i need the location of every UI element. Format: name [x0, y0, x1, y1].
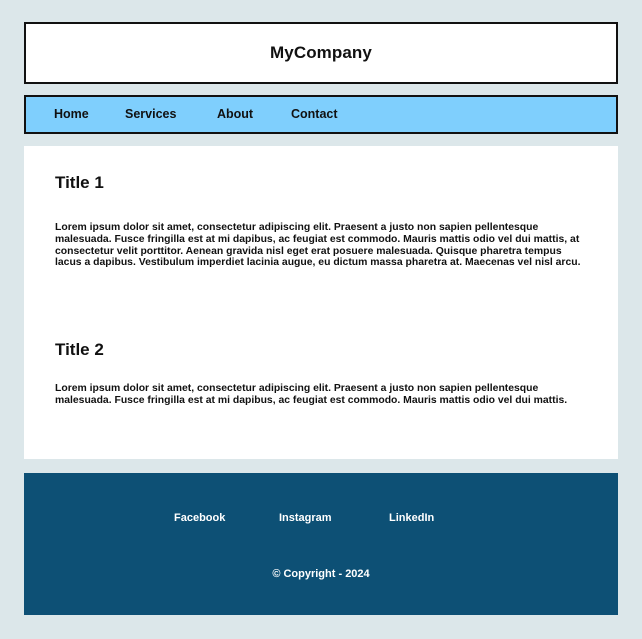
instagram-link[interactable]: Instagram: [279, 512, 332, 524]
nav-services-link[interactable]: Services: [125, 107, 177, 121]
section-2-body: Lorem ipsum dolor sit amet, consectetur adipiscing elit. Praesent a justo non sapien pellentesque malesuada. Fusce fringilla est at mi dapibus, ac feugiat est commodo. Mauris mattis odio vel dui mattis.: [55, 383, 568, 406]
main-navigation: [24, 95, 618, 134]
section-2-title: Title 2: [55, 340, 104, 359]
brand-title: MyCompany: [270, 43, 372, 62]
site-footer: [24, 473, 618, 615]
nav-home-link[interactable]: Home: [54, 107, 89, 121]
copyright-text: © Copyright - 2024: [272, 568, 370, 580]
site-header: [24, 22, 618, 84]
section-1-body: Lorem ipsum dolor sit amet, consectetur adipiscing elit. Praesent a justo non sapien pellentesque malesuada. Fusce fringilla est at mi dapibus, ac feugiat est commodo. Mauris mattis odio vel dui mattis, at consectetur velit porttitor. Aenean gravida nisl eget erat posuere malesuada. Quisque pharetra tempus lacus a dapibus. Vestibulum imperdiet lacinia augue, eu dictum massa pharetra at. Maecenas vel nisl arcu.: [55, 222, 581, 269]
facebook-link[interactable]: Facebook: [174, 512, 226, 524]
nav-contact-link[interactable]: Contact: [291, 107, 338, 121]
nav-about-link[interactable]: About: [217, 107, 254, 121]
linkedin-link[interactable]: LinkedIn: [389, 512, 435, 524]
section-1-title: Title 1: [55, 173, 104, 192]
main-content: [24, 146, 618, 459]
